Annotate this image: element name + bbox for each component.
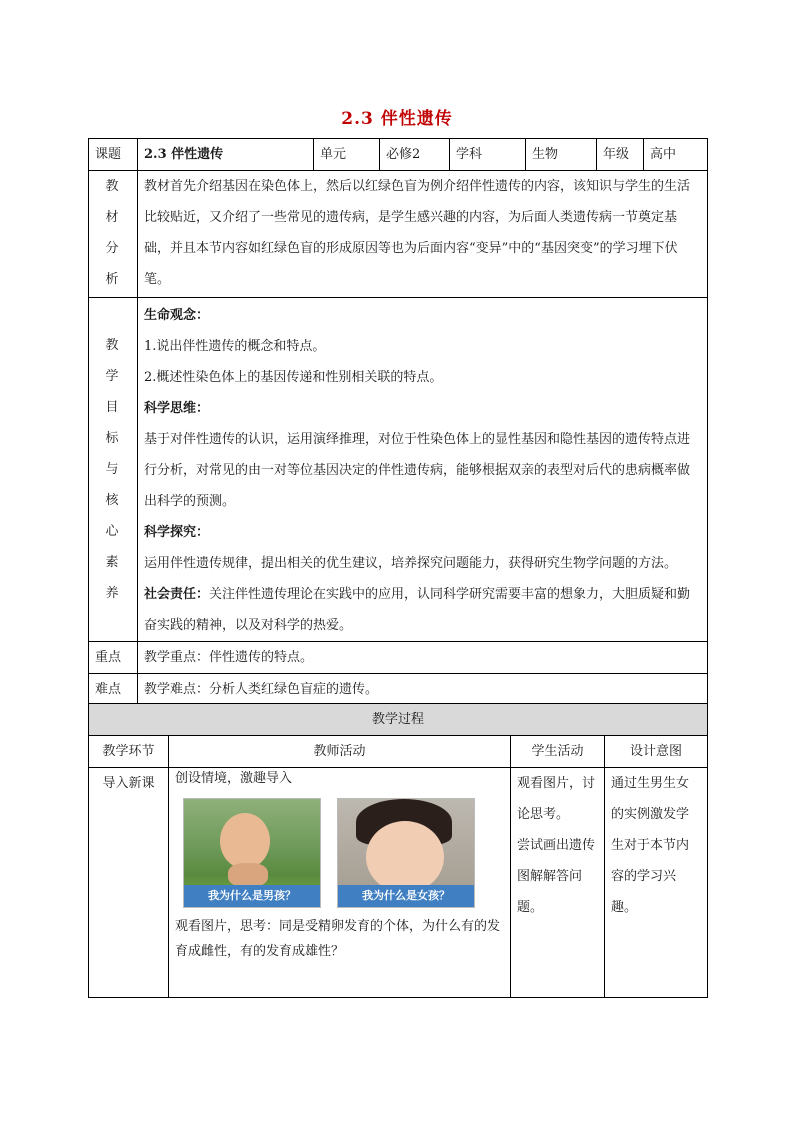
analysis-label: 教 材 分 析: [89, 171, 138, 298]
goal-life-item-1: 1.说出伴性遗传的概念和特点。: [144, 339, 326, 354]
unit-value: 必修2: [380, 139, 450, 171]
teacher-question: 观看图片，思考：同是受精卵发育的个体，为什么有的发育成雌性，有的发育成雄性？: [175, 919, 501, 959]
row-step: 导入新课: [89, 768, 169, 998]
goal-resp-text: 关注伴性遗传理论在实践中的应用，认同科学研究需要丰富的想象力，大胆质疑和勤奋实践的精神，以及对科学的热爱。: [144, 587, 691, 633]
course-value: 2.3 伴性遗传: [138, 139, 314, 171]
goal-life-title: 生命观念：: [144, 308, 210, 323]
photo-row: [175, 798, 504, 908]
lesson-info-table: [88, 138, 708, 706]
col-teacher: 教师活动: [169, 736, 511, 768]
goals-label: 教 学 目 标 与 核 心 素 养: [89, 298, 138, 642]
goal-explore-text: 运用伴性遗传规律，提出相关的优生建议，培养探究问题能力，获得研究生物学问题的方法。: [144, 556, 678, 571]
col-intent: 设计意图: [605, 736, 708, 768]
girl-caption: 我为什么是女孩？: [338, 885, 474, 907]
goal-sci-title: 科学思维：: [144, 401, 210, 416]
boy-body: [228, 863, 268, 887]
key-label: 重点: [89, 642, 138, 674]
goals-content: [138, 298, 708, 642]
course-label: 课题: [89, 139, 138, 171]
goal-explore-title: 科学探究：: [144, 525, 210, 540]
girl-photo: [337, 798, 475, 908]
teacher-intro: 创设情境，激趣导入: [175, 771, 293, 786]
process-band: 教学过程: [89, 704, 708, 736]
subject-label: 学科: [450, 139, 526, 171]
goal-life-item-2: 2.概述性染色体上的基因传递和性别相关联的特点。: [144, 370, 443, 385]
girl-face: [366, 821, 444, 893]
analysis-text: 教材首先介绍基因在染色体上，然后以红绿色盲为例介绍伴性遗传的内容，该知识与学生的生活比较贴近，又介绍了一些常见的遗传病，是学生感兴趣的内容，为后面人类遗传病一节奠定基础，并且本节内容如红绿色盲的形成原因等也为后面内容“变异”中的“基因突变”的学习埋下伏笔。: [138, 171, 708, 298]
col-step: 教学环节: [89, 736, 169, 768]
grade-label: 年级: [597, 139, 644, 171]
teaching-process-table: [88, 703, 708, 998]
col-student: 学生活动: [511, 736, 605, 768]
boy-face: [220, 813, 270, 869]
goal-resp: [144, 579, 701, 641]
row-intent: 通过生男生女的实例激发学生对于本节内容的学习兴趣。: [605, 768, 708, 998]
difficult-text: 教学难点：分析人类红绿色盲症的遗传。: [138, 674, 708, 706]
boy-photo: [183, 798, 321, 908]
goal-resp-title: 社会责任：: [144, 587, 210, 602]
goal-sci-text: 基于对伴性遗传的认识，运用演绎推理，对位于性染色体上的显性基因和隐性基因的遗传特点进行分析，对常见的由一对等位基因决定的伴性遗传病，能够根据双亲的表型对后代的患病概率做出科学的预测。: [144, 432, 691, 509]
key-text: 教学重点：伴性遗传的特点。: [138, 642, 708, 674]
page-title: 2.3 伴性遗传: [341, 109, 453, 129]
row-student: 观看图片，讨论思考。 尝试画出遗传图解解答问题。: [511, 768, 605, 998]
boy-caption: 我为什么是男孩？: [184, 885, 320, 907]
difficult-label: 难点: [89, 674, 138, 706]
unit-label: 单元: [314, 139, 380, 171]
grade-value: 高中: [644, 139, 708, 171]
row-teacher: [169, 768, 511, 998]
subject-value: 生物: [526, 139, 597, 171]
